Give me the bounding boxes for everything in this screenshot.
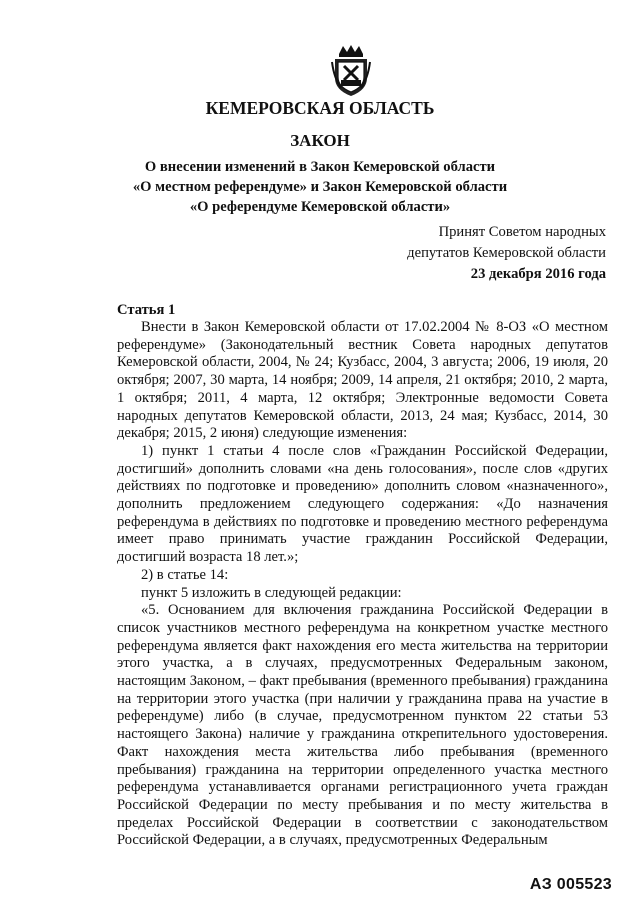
law-subject — [0, 157, 640, 217]
subject-line: «О референдуме Кемеровской области» — [189, 199, 451, 215]
article-body — [117, 319, 608, 850]
adoption-block — [407, 222, 606, 285]
region-title: КЕМЕРОВСКАЯ ОБЛАСТЬ — [205, 98, 435, 118]
kemerovo-coat-of-arms-icon — [331, 44, 371, 98]
document-serial-number: АЗ 005523 — [529, 876, 612, 893]
paragraph: пункт 5 изложить в следующей редакции: — [141, 584, 402, 601]
paragraph: «5. Основанием для включения гражданина Российской Федерации в список участников местного референдума на конкретном участке местного референдума является факт нахождения его места жительства на территории этого участка, а в случаях, предусмотренных Федеральным законом, настоящим Законом, – факт пребывания (временного пребывания) гражданина на территории этого участка (при наличии у гражданина права на участие в референдуме) либо (в случае, предусмотренном пунктом 22 статьи 53 настоящего Закона) наличие у гражданина открепительного удостоверения. Факт нахождения места жительства либо пребывания (временного пребывания) гражданина на территории определенного участка местного референдума устанавливается органами регистрационного учета граждан Российской Федерации по месту пребывания и по месту жительства в пределах Российской Федерации в соответствии с законодательством Российской Федерации, а в случаях, предусмотренных Федеральным — [117, 602, 608, 849]
document-type: ЗАКОН — [290, 131, 350, 150]
adoption-line: Принят Советом народных — [438, 224, 606, 240]
paragraph: 2) в статье 14: — [141, 566, 229, 583]
subject-line: «О местном референдуме» и Закон Кемеровской области — [132, 179, 508, 195]
paragraph: Внести в Закон Кемеровской области от 17.02.2004 № 8-ОЗ «О местном референдуме» (Законодательный вестник Совета народных депутатов Кемеровской области, 2004, № 24; Кузбасс, 2004, 3 августа; 2006, 19 июля, 20 октября; 2007, 30 марта, 14 ноября; 2009, 14 апреля, 21 октября; 2010, 2 марта, 1 октября; 2011, 4 марта, 12 октября; Электронные ведомости Совета народных депутатов Кемеровской области, 2013, 24 мая; Кузбасс, 2014, 30 декабря; 2015, 2 июня) следующие изменения: — [117, 319, 608, 442]
adoption-date: 23 декабря 2016 года — [470, 266, 606, 282]
adoption-line: депутатов Кемеровской области — [407, 245, 606, 261]
article-title: Статья 1 — [117, 302, 176, 318]
paragraph: 1) пункт 1 статьи 4 после слов «Гражданин Российской Федерации, достигший» дополнить словами «на день голосования», после слов «других действиях по подготовке и проведению» дополнить словом «назначенного», дополнить предложением следующего содержания: «До назначения референдума в действиях по подготовке и проведению местного референдума имеет право принимать участие гражданин Российской Федерации, достигший возраста 18 лет.»; — [117, 442, 608, 566]
subject-line: О внесении изменений в Закон Кемеровской области — [144, 159, 496, 175]
